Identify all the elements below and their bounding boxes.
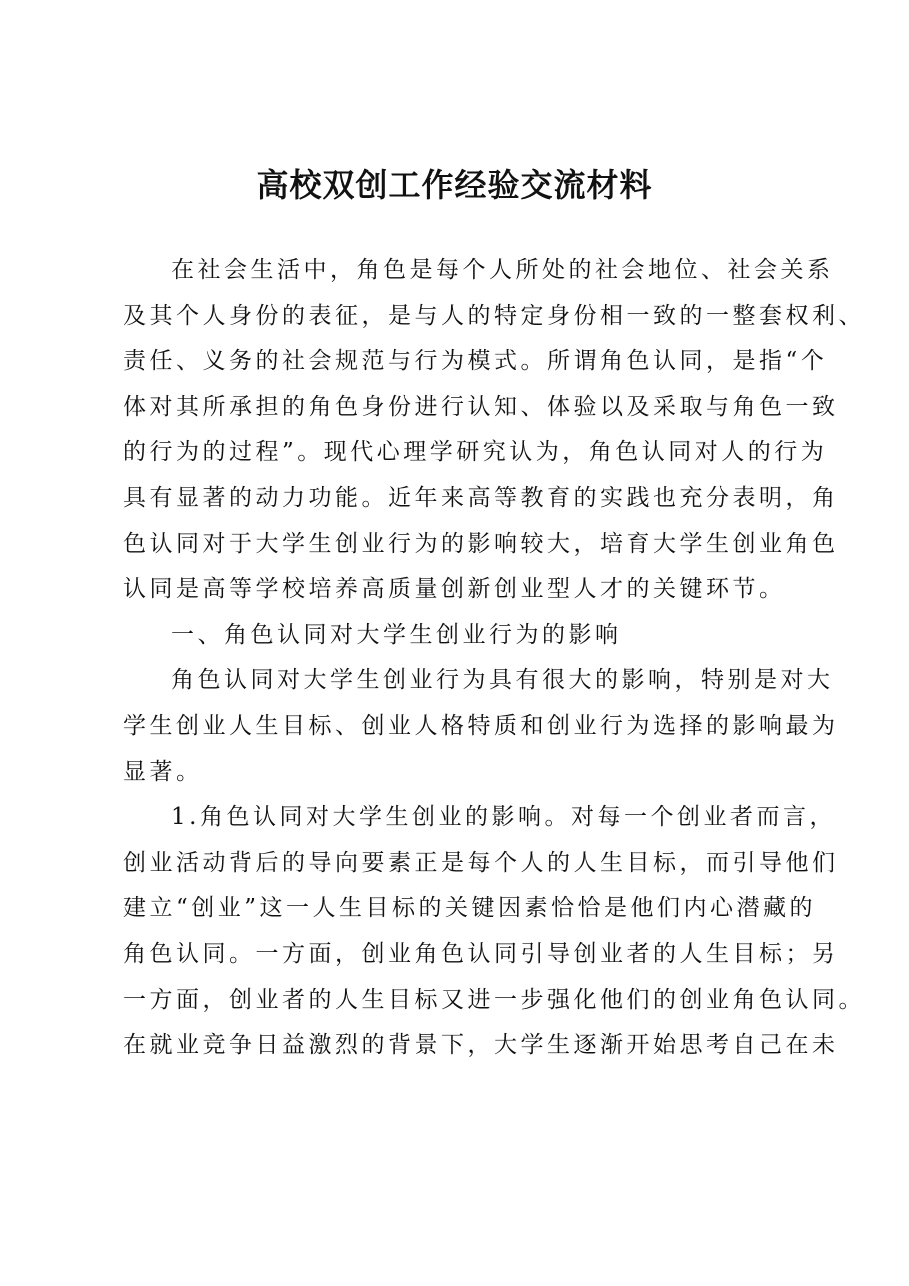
paragraph-3-line-1: 1.角色认同对大学生创业的影响。对每一个创业者而言， <box>171 804 836 831</box>
paragraph-1-line-6: 具有显著的动力功能。近年来高等教育的实践也充分表明，角 <box>123 484 839 511</box>
paragraph-1-line-8: 认同是高等学校培养高质量创新创业型人才的关键环节。 <box>123 576 786 603</box>
paragraph-1-line-3: 责任、义务的社会规范与行为模式。所谓角色认同，是指“个 <box>123 348 828 375</box>
paragraph-1-line-5: 的行为的过程”。现代心理学研究认为，角色认同对人的行为 <box>123 439 828 466</box>
paragraph-1-line-7: 色认同对于大学生创业行为的影响较大，培育大学生创业角色 <box>123 530 839 557</box>
paragraph-1-line-4: 体对其所承担的角色身份进行认知、体验以及采取与角色一致 <box>123 393 839 420</box>
paragraph-2-line-2: 学生创业人生目标、创业人格特质和创业行为选择的影响最为 <box>123 712 839 739</box>
paragraph-2-line-1: 角色认同对大学生创业行为具有很大的影响，特别是对大 <box>171 667 834 694</box>
paragraph-1-line-2: 及其个人身份的表征，是与人的特定身份相一致的一整套权利、 <box>123 302 865 329</box>
paragraph-2-line-3: 显著。 <box>123 758 203 785</box>
paragraph-3-line-6: 在就业竞争日益激烈的背景下，大学生逐渐开始思考自己在未 <box>123 1032 839 1059</box>
document-body <box>123 248 865 1069</box>
paragraph-3-line-5: 一方面，创业者的人生目标又进一步强化他们的创业角色认同。 <box>123 986 865 1013</box>
section-heading: 一、角色认同对大学生创业行为的影响 <box>171 621 622 648</box>
document-title: 高校双创工作经验交流材料 <box>256 166 653 204</box>
paragraph-3-line-3: 建立“创业”这一人生目标的关键因素恰恰是他们内心潜藏的 <box>123 895 817 922</box>
paragraph-3-line-4: 角色认同。一方面，创业角色认同引导创业者的人生目标；另 <box>123 940 839 967</box>
paragraph-1-line-1: 在社会生活中，角色是每个人所处的社会地位、社会关系 <box>171 257 834 283</box>
paragraph-3-line-2: 创业活动背后的导向要素正是每个人的人生目标，而引导他们 <box>123 849 839 876</box>
